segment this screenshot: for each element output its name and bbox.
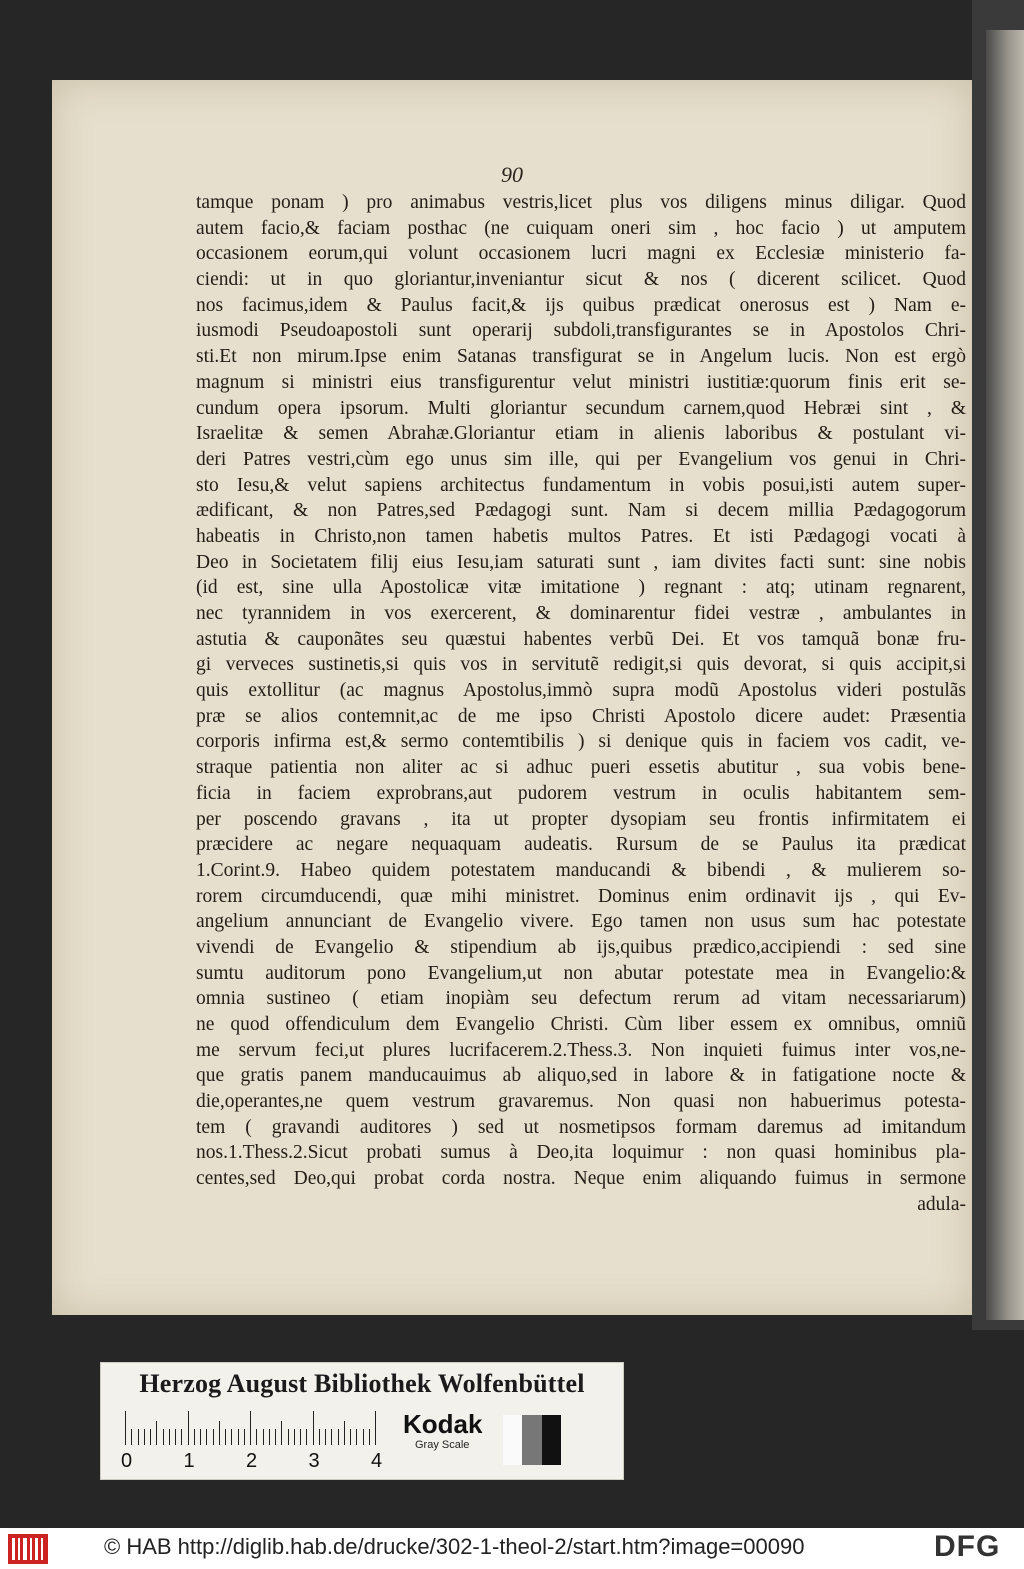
ruler-tick <box>338 1429 339 1445</box>
text-line: tamque ponam ) pro animabus vestris,licet plus vos diligens minus diligar. Quod <box>196 192 966 213</box>
text-line: sto Iesu,& velut sapiens architectus fundamentum in vobis posui,isti autem super- <box>196 474 966 496</box>
text-line: nos facimus,idem & Paulus facit,& ijs quibus prædicat onerosus est ) Nam e- <box>196 294 966 316</box>
ruler-tick <box>163 1429 164 1445</box>
ruler-tick <box>200 1429 201 1445</box>
ruler-tick <box>244 1429 245 1445</box>
ruler-tick <box>344 1421 345 1445</box>
text-line: nos.1.Thess.2.Sicut probati sumus à Deo,ita loquimur : non quasi hominibus pla- <box>196 1142 966 1164</box>
ruler-tick <box>169 1429 170 1445</box>
ruler-tick <box>375 1411 376 1445</box>
ruler-tick <box>263 1429 264 1445</box>
text-line: cundum opera ipsorum. Multi gloriantur secundum carnem,quod Hebræi sint , & <box>196 397 966 419</box>
text-line: rorem circumducendi, quæ mihi ministret. Dominus enim ordinavit ijs , qui Ev- <box>196 885 966 907</box>
measurement-ruler <box>125 1409 395 1445</box>
ruler-tick <box>181 1429 182 1445</box>
ruler-tick <box>288 1429 289 1445</box>
ruler-tick <box>363 1429 364 1445</box>
ruler-tick <box>231 1429 232 1445</box>
text-line: Israelitæ & semen Abrahæ.Gloriantur etiam in alienis laboribus & postulant vi- <box>196 423 966 445</box>
ruler-tick <box>325 1429 326 1445</box>
text-line: Deo in Societatem filij eius Iesu,iam saturati sunt , iam divites facti sunt: sine nobis <box>196 551 966 573</box>
text-line: 1.Corint.9. Habeo quidem potestatem manducandi & bibendi , & mulierem so- <box>196 859 966 881</box>
text-line: astutia & cauponãtes seu quæstui habentes verbũ Dei. Et vos tamquã bonæ fru- <box>196 628 966 650</box>
ruler-tick <box>331 1429 332 1445</box>
text-line: angelium annunciant de Evangelio vivere. Ego tamen non usus sum hac potestate <box>196 911 966 933</box>
ruler-tick <box>294 1429 295 1445</box>
ruler-tick <box>350 1429 351 1445</box>
ruler-tick <box>194 1429 195 1445</box>
text-line: magnum si ministri eius transfigurentur velut ministri iustitiæ:quorum finis erit se- <box>196 371 966 393</box>
text-line: vivendi de Evangelio & stipendium ab ijs,quibus prædico,accipiendi : sed sine <box>196 936 966 958</box>
text-line: me servum feci,ut plures lucrifacerem.2.Thess.3. Non inquieti fuimus inter vos,ne- <box>196 1039 966 1061</box>
ruler-tick <box>250 1411 251 1445</box>
ruler-tick <box>125 1411 126 1445</box>
text-line: nec tyrannidem in vos exercerent, & dominarentur fidei vestræ , ambulantes in <box>196 603 966 624</box>
page-text <box>196 190 966 1218</box>
text-line: occasionem eorum,qui volunt occasionem lucri magni ex Ecclesiæ ministerio fa- <box>196 243 966 265</box>
dfg-logo: DFG <box>934 1530 1001 1563</box>
book-page <box>52 80 972 1315</box>
source-link[interactable]: © HAB http://diglib.hab.de/drucke/302-1-theol-2/start.htm?image=00090 <box>104 1534 805 1559</box>
ruler-tick <box>306 1429 307 1445</box>
ruler-tick <box>144 1429 145 1445</box>
ruler-tick <box>219 1421 220 1445</box>
kodak-subtitle: Gray Scale <box>415 1439 470 1451</box>
text-line: præcidere ac negare nequaquam audeatis. Rursum de se Paulus ita prædicat <box>196 834 966 856</box>
text-line: autem facio,& faciam posthac (ne cuiquam oneri sim , hoc facio ) ut amputem <box>196 217 966 239</box>
ruler-tick <box>281 1421 282 1445</box>
ruler-number: 2 <box>246 1450 258 1472</box>
text-line: (id est, sine ulla Apostolicæ vitæ imitatione ) regnant : atq; utinam regnarent, <box>196 577 966 599</box>
ruler-tick <box>156 1421 157 1445</box>
ruler-number: 0 <box>121 1450 133 1472</box>
text-line: iusmodi Pseudoapostoli sunt operarij subdoli,transfigurantes se in Apostolos Chri- <box>196 320 966 342</box>
ruler-tick <box>138 1429 139 1445</box>
text-line: que gratis panem manducauimus ab aliquo,sed in labore & in fatigatione nocte & <box>196 1065 966 1087</box>
text-line: sumtu auditorum pono Evangelium,ut non abutar potestate mea in Evangelio:& <box>196 962 966 984</box>
text-line: die,operantes,ne quem vestrum gravaremus. Non quasi non habuerimus potesta- <box>196 1091 966 1113</box>
ruler-number: 4 <box>371 1450 383 1472</box>
footer-bar <box>0 1528 1024 1569</box>
text-line: deri Patres vestri,cùm ego unus sim ille, qui per Evangelium vos genui in Chri- <box>196 448 966 470</box>
text-line: gi verveces sustinetis,si quis vos in servitutẽ redigit,si quis devorat, si quis accipit,si <box>196 654 966 676</box>
ruler-tick <box>300 1429 301 1445</box>
scan-edge-strip <box>986 30 1024 1320</box>
gray-scale-patch <box>503 1415 561 1465</box>
ruler-tick <box>369 1429 370 1445</box>
ruler-tick <box>213 1429 214 1445</box>
text-line: centes,sed Deo,qui probat corda nostra. Neque enim aliquando fuimus in sermone <box>196 1168 966 1190</box>
ruler-tick <box>238 1429 239 1445</box>
text-line: quis extollitur (ac magnus Apostolus,immò supra modũ Apostolus videri postulãs <box>196 680 966 702</box>
ruler-tick <box>175 1429 176 1445</box>
text-line: sti.Et non mirum.Ipse enim Satanas transfigurat se in Angelum lucis. Non est ergò <box>196 346 966 368</box>
ruler-tick <box>275 1429 276 1445</box>
ruler-tick <box>150 1429 151 1445</box>
text-line: straque patientia non aliter ac si adhuc pueri essetis abutitur , sua vobis bene- <box>196 757 966 779</box>
text-line: ne quod offendiculum dem Evangelio Christi. Cùm liber essem ex omnibus, omniũ <box>196 1014 966 1035</box>
ruler-number: 3 <box>308 1450 320 1472</box>
text-line: ædificant, & non Patres,sed Pædagogi sunt. Nam si decem millia Pædagogorum <box>196 500 966 522</box>
barcode-icon <box>8 1534 48 1564</box>
ruler-number: 1 <box>183 1450 195 1472</box>
text-line: per poscendo gravans , ita ut propter dysopiam seu frontis infirmitatem ei <box>196 808 966 830</box>
text-line: corporis infirma est,& sermo contemtibilis ) si denique quis in faciem vos cadit, ve- <box>196 731 966 753</box>
ruler-tick <box>206 1429 207 1445</box>
ruler-tick <box>188 1411 189 1445</box>
ruler-tick <box>269 1429 270 1445</box>
text-line: ficia in faciem exprobrans,aut pudorem vestrum in oculis habitantem sem- <box>196 782 966 804</box>
text-line: habeatis in Christo,non tamen habetis multos Patres. Et isti Pædagogi vocati à <box>196 525 966 547</box>
text-line: præ se alios contemnit,ac de me ipso Christi Apostolo dicere audet: Præsentia <box>196 705 966 727</box>
ruler-tick <box>225 1429 226 1445</box>
ruler-tick <box>356 1429 357 1445</box>
text-line: ciendi: ut in quo gloriantur,inveniantur sicut & nos ( dicerent scilicet. Quod <box>196 269 966 291</box>
ruler-tick <box>131 1429 132 1445</box>
text-line: omnia sustineo ( etiam inopiàm seu defectum rerum ad vitam necessariarum) <box>196 988 966 1010</box>
ruler-tick <box>256 1429 257 1445</box>
library-name: Herzog August Bibliothek Wolfenbüttel <box>139 1369 585 1398</box>
text-line: adula- <box>917 1193 966 1215</box>
ruler-tick <box>319 1429 320 1445</box>
ruler-tick <box>313 1411 314 1445</box>
library-label-card <box>100 1362 624 1480</box>
kodak-logo: Kodak <box>403 1409 483 1439</box>
text-line: tem ( gravandi auditores ) sed ut nosmetipsos formam daremus ad imitandum <box>196 1116 966 1138</box>
page-number: 90 <box>501 162 523 187</box>
